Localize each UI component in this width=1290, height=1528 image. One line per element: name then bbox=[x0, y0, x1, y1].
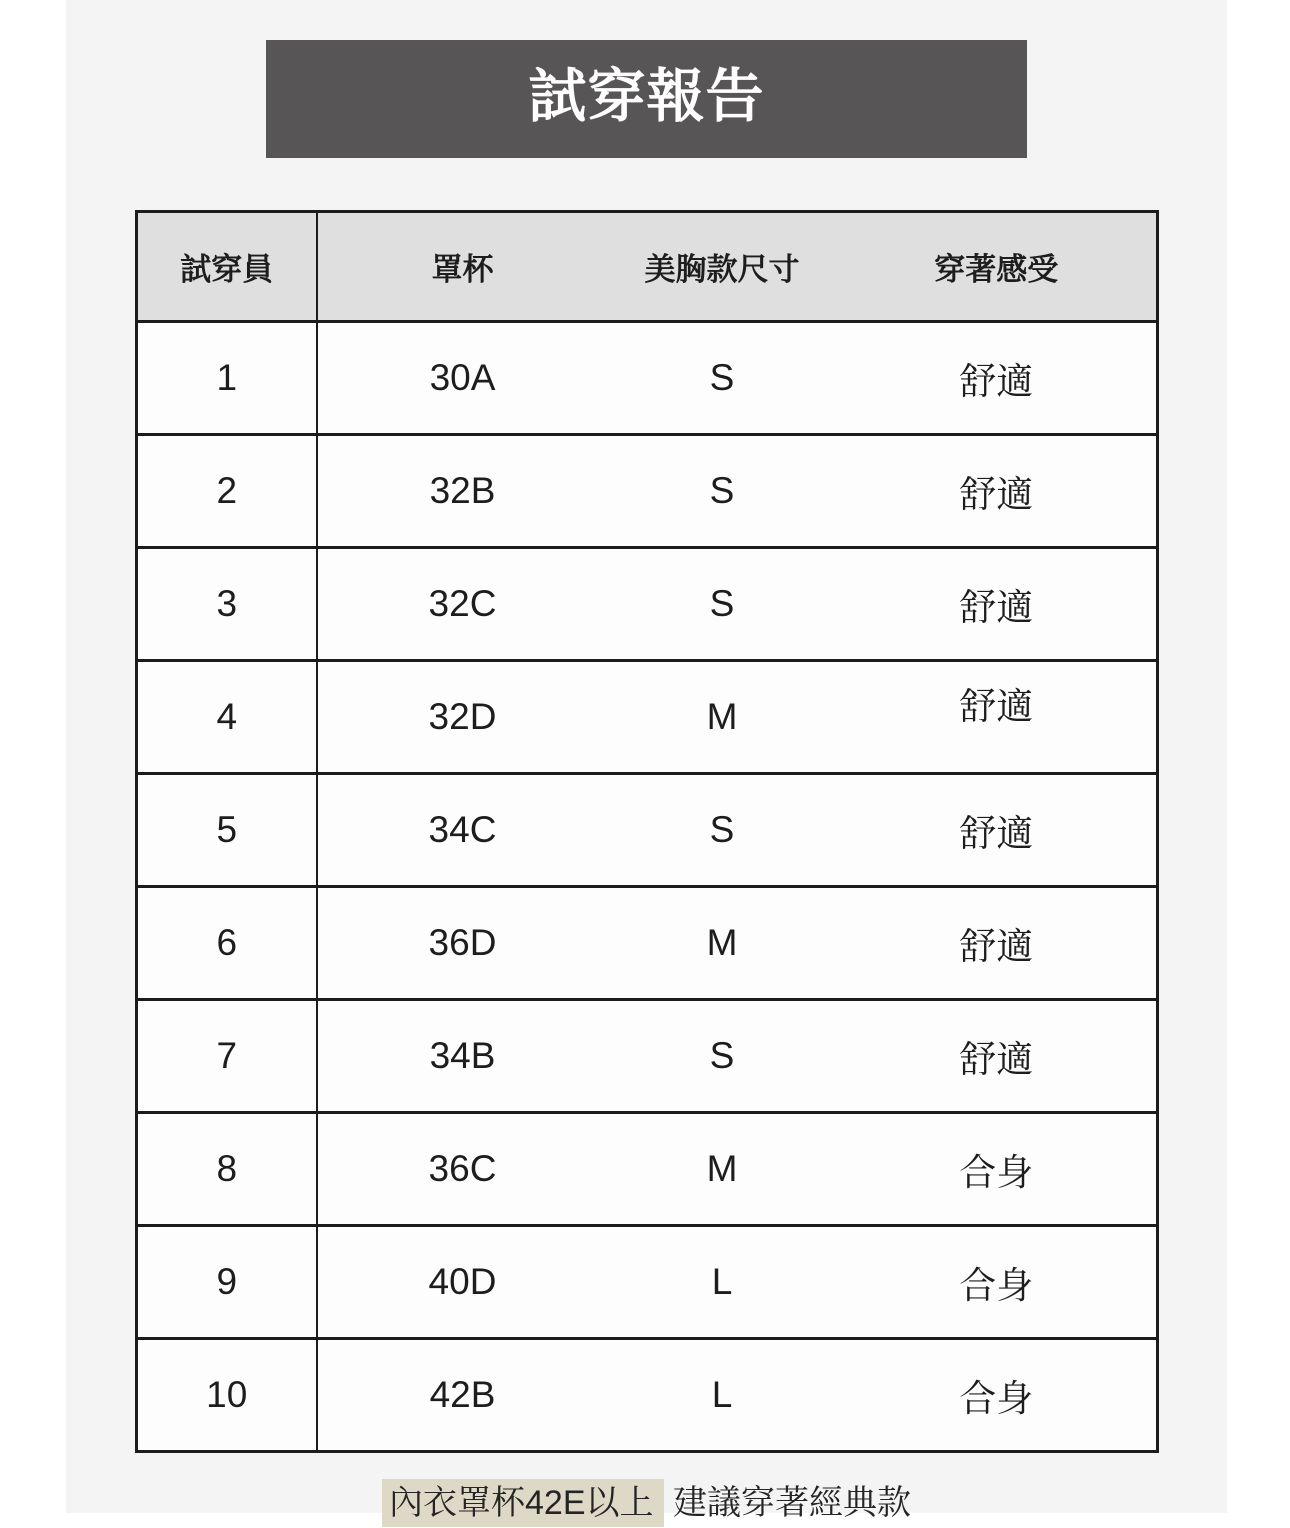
title-banner bbox=[266, 40, 1027, 158]
table-row bbox=[136, 774, 1157, 887]
product-size-cell bbox=[607, 435, 837, 548]
fitter-number-cell bbox=[136, 548, 317, 661]
cup-size-cell bbox=[317, 435, 607, 548]
cell-value: 舒適 bbox=[959, 1039, 1034, 1080]
cell-value: L bbox=[711, 1261, 733, 1302]
product-size-cell bbox=[607, 774, 837, 887]
fitter-number-cell bbox=[136, 774, 317, 887]
cell-value: M bbox=[706, 1148, 738, 1189]
column-header-feel: 穿著感受 bbox=[837, 212, 1157, 322]
cell-value: S bbox=[709, 583, 735, 624]
product-size-cell bbox=[607, 887, 837, 1000]
cell-value: 舒適 bbox=[959, 361, 1034, 402]
column-header-size: 美胸款尺寸 bbox=[607, 212, 837, 322]
column-header-cup: 罩杯 bbox=[317, 212, 607, 322]
cell-value: 32B bbox=[429, 470, 496, 511]
footer-text: 建議穿著經典款 bbox=[672, 1484, 911, 1522]
cell-value: M bbox=[706, 696, 738, 737]
cell-value: 舒適 bbox=[959, 587, 1034, 628]
cell-value: 2 bbox=[216, 470, 238, 511]
cup-size-cell bbox=[317, 1339, 607, 1452]
product-size-cell bbox=[607, 548, 837, 661]
fitter-number-cell bbox=[136, 1339, 317, 1452]
fit-feeling-cell bbox=[837, 1339, 1157, 1452]
fit-feeling-cell bbox=[837, 887, 1157, 1000]
table-header-row bbox=[136, 212, 1157, 322]
cell-value: 36C bbox=[428, 1148, 497, 1189]
cup-size-cell bbox=[317, 322, 607, 435]
cell-value: 36D bbox=[428, 922, 497, 963]
fit-feeling-cell bbox=[837, 661, 1157, 774]
fitting-table-body bbox=[136, 322, 1157, 1452]
cell-value: S bbox=[709, 470, 735, 511]
cell-value: S bbox=[709, 809, 735, 850]
fitter-number-cell bbox=[136, 887, 317, 1000]
cell-value: M bbox=[706, 922, 738, 963]
fitter-number-cell bbox=[136, 435, 317, 548]
product-size-cell bbox=[607, 1113, 837, 1226]
cell-value: 8 bbox=[216, 1148, 238, 1189]
fitting-report-table bbox=[135, 210, 1159, 1453]
footer-note bbox=[66, 1479, 1227, 1528]
fit-feeling-cell bbox=[837, 1226, 1157, 1339]
cell-value: 32D bbox=[428, 696, 497, 737]
cell-value: 9 bbox=[216, 1261, 238, 1302]
cell-value: 34C bbox=[428, 809, 497, 850]
fitter-number-cell bbox=[136, 1226, 317, 1339]
cell-value: 4 bbox=[216, 696, 238, 737]
footer-highlighted-text: 內衣罩杯42E以上 bbox=[382, 1479, 664, 1527]
cup-size-cell bbox=[317, 1000, 607, 1113]
table-row bbox=[136, 1000, 1157, 1113]
cup-size-cell bbox=[317, 548, 607, 661]
cell-value: 舒適 bbox=[959, 926, 1034, 967]
fitter-number-cell bbox=[136, 1113, 317, 1226]
fitter-number-cell bbox=[136, 661, 317, 774]
product-size-cell bbox=[607, 1226, 837, 1339]
table-row bbox=[136, 887, 1157, 1000]
cell-value: 合身 bbox=[959, 1378, 1034, 1419]
cell-value: 舒適 bbox=[959, 813, 1034, 854]
fitter-number-cell bbox=[136, 322, 317, 435]
table-row bbox=[136, 435, 1157, 548]
product-size-cell bbox=[607, 322, 837, 435]
cell-value: 42B bbox=[429, 1374, 496, 1415]
fit-feeling-cell bbox=[837, 548, 1157, 661]
table-row bbox=[136, 548, 1157, 661]
product-size-cell bbox=[607, 1339, 837, 1452]
fit-feeling-cell bbox=[837, 774, 1157, 887]
cup-size-cell bbox=[317, 774, 607, 887]
page-title: 試穿報告 bbox=[528, 64, 765, 129]
product-size-cell bbox=[607, 1000, 837, 1113]
cell-value: 40D bbox=[428, 1261, 497, 1302]
cup-size-cell bbox=[317, 887, 607, 1000]
cell-value: 6 bbox=[216, 922, 238, 963]
cell-value: S bbox=[709, 357, 735, 398]
table-row bbox=[136, 1226, 1157, 1339]
table-header bbox=[136, 212, 1157, 322]
fit-feeling-cell bbox=[837, 1113, 1157, 1226]
cell-value: 5 bbox=[216, 809, 238, 850]
cell-value: 舒適 bbox=[959, 686, 1034, 727]
cell-value: 舒適 bbox=[959, 474, 1034, 515]
cell-value: 30A bbox=[429, 357, 496, 398]
cell-value: L bbox=[711, 1374, 733, 1415]
cell-value: 10 bbox=[206, 1374, 248, 1415]
fitter-number-cell bbox=[136, 1000, 317, 1113]
product-size-cell bbox=[607, 661, 837, 774]
cell-value: 34B bbox=[429, 1035, 496, 1076]
cell-value: 1 bbox=[216, 357, 238, 398]
fit-feeling-cell bbox=[837, 1000, 1157, 1113]
cell-value: S bbox=[709, 1035, 735, 1076]
cell-value: 7 bbox=[216, 1035, 238, 1076]
content-area bbox=[66, 0, 1227, 1522]
column-header-fitter: 試穿員 bbox=[136, 212, 317, 322]
cup-size-cell bbox=[317, 1226, 607, 1339]
table-row bbox=[136, 322, 1157, 435]
cell-value: 32C bbox=[428, 583, 497, 624]
cell-value: 3 bbox=[216, 583, 238, 624]
fit-feeling-cell bbox=[837, 435, 1157, 548]
cell-value: 合身 bbox=[959, 1152, 1034, 1193]
cup-size-cell bbox=[317, 1113, 607, 1226]
table-row bbox=[136, 1339, 1157, 1452]
table-row bbox=[136, 1113, 1157, 1226]
cup-size-cell bbox=[317, 661, 607, 774]
fit-feeling-cell bbox=[837, 322, 1157, 435]
table-row bbox=[136, 661, 1157, 774]
cell-value: 合身 bbox=[959, 1265, 1034, 1306]
